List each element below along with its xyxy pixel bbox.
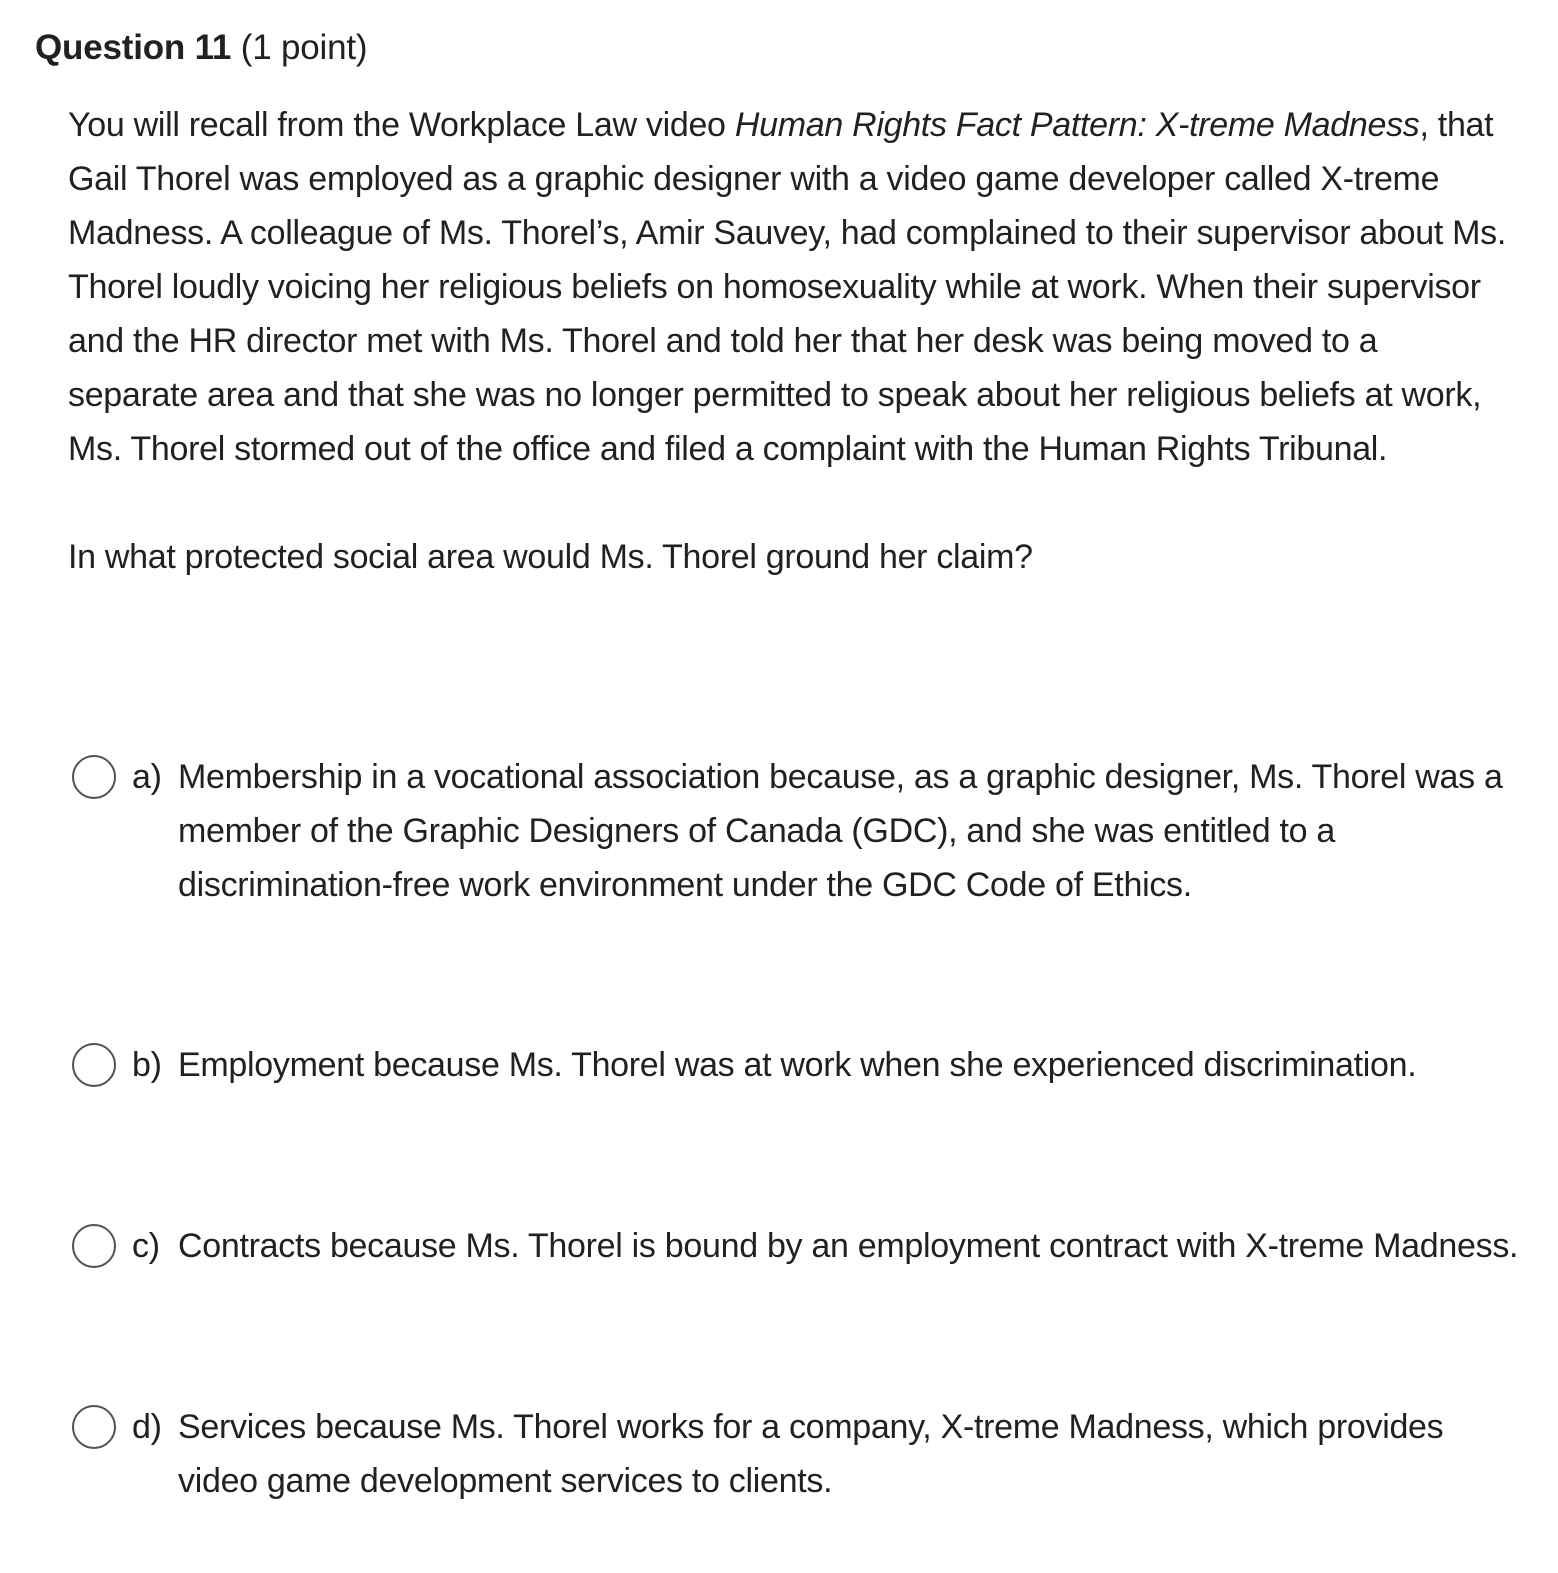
option-letter-b: b): [132, 1046, 162, 1084]
video-title: Human Rights Fact Pattern: X-treme Madness: [734, 106, 1420, 144]
stem-paragraph: [68, 98, 1508, 476]
option-text-a: Membership in a vocational association because, as a graphic designer, Ms. Thorel was a member of the Graphic Designers of Canada (GDC), and she was entitled to a discrimination-free work environment under the GDC Code of Ethics.: [178, 758, 1503, 904]
option-letter-c: c): [132, 1227, 160, 1265]
option-text-d: Services because Ms. Thorel works for a company, X-treme Madness, which provides video game development services to clients.: [178, 1408, 1444, 1500]
radio-button-c[interactable]: [72, 1224, 116, 1268]
stem-intro: You will recall from the Workplace Law video: [68, 106, 735, 144]
option-letter-a: a): [132, 758, 162, 796]
question-points: (1 point): [240, 28, 368, 67]
radio-button-d[interactable]: [72, 1405, 116, 1449]
stem-body: , that Gail Thorel was employed as a graphic designer with a video game developer called X-treme Madness. A colleague of Ms. Thorel’s, Amir Sauvey, had complained to their supervisor about Ms. Thorel loudly voicing her religious beliefs on homosexuality while at work. When their supervisor and the HR director met with Ms. Thorel and told her that her desk was being moved to a separate area and that she was no longer permitted to speak about her religious beliefs at work, Ms. Thorel stormed out of the office and filed a complaint with the Human Rights Tribunal.: [68, 106, 1507, 468]
answer-option-b[interactable]: [72, 1038, 1522, 1092]
question-stem: [68, 98, 1508, 584]
option-text-b: Employment because Ms. Thorel was at work when she experienced discrimination.: [178, 1046, 1417, 1084]
option-letter-d: d): [132, 1408, 162, 1446]
radio-button-b[interactable]: [72, 1043, 116, 1087]
question-number: Question 11: [35, 28, 232, 67]
radio-button-a[interactable]: [72, 755, 116, 799]
answer-option-d[interactable]: [72, 1400, 1522, 1508]
question-header: [35, 24, 367, 72]
answer-option-c[interactable]: [72, 1219, 1522, 1273]
answer-option-a[interactable]: [72, 750, 1522, 912]
option-text-c: Contracts because Ms. Thorel is bound by an employment contract with X-treme Madness.: [178, 1227, 1519, 1265]
question-prompt: In what protected social area would Ms. Thorel ground her claim?: [68, 538, 1033, 576]
